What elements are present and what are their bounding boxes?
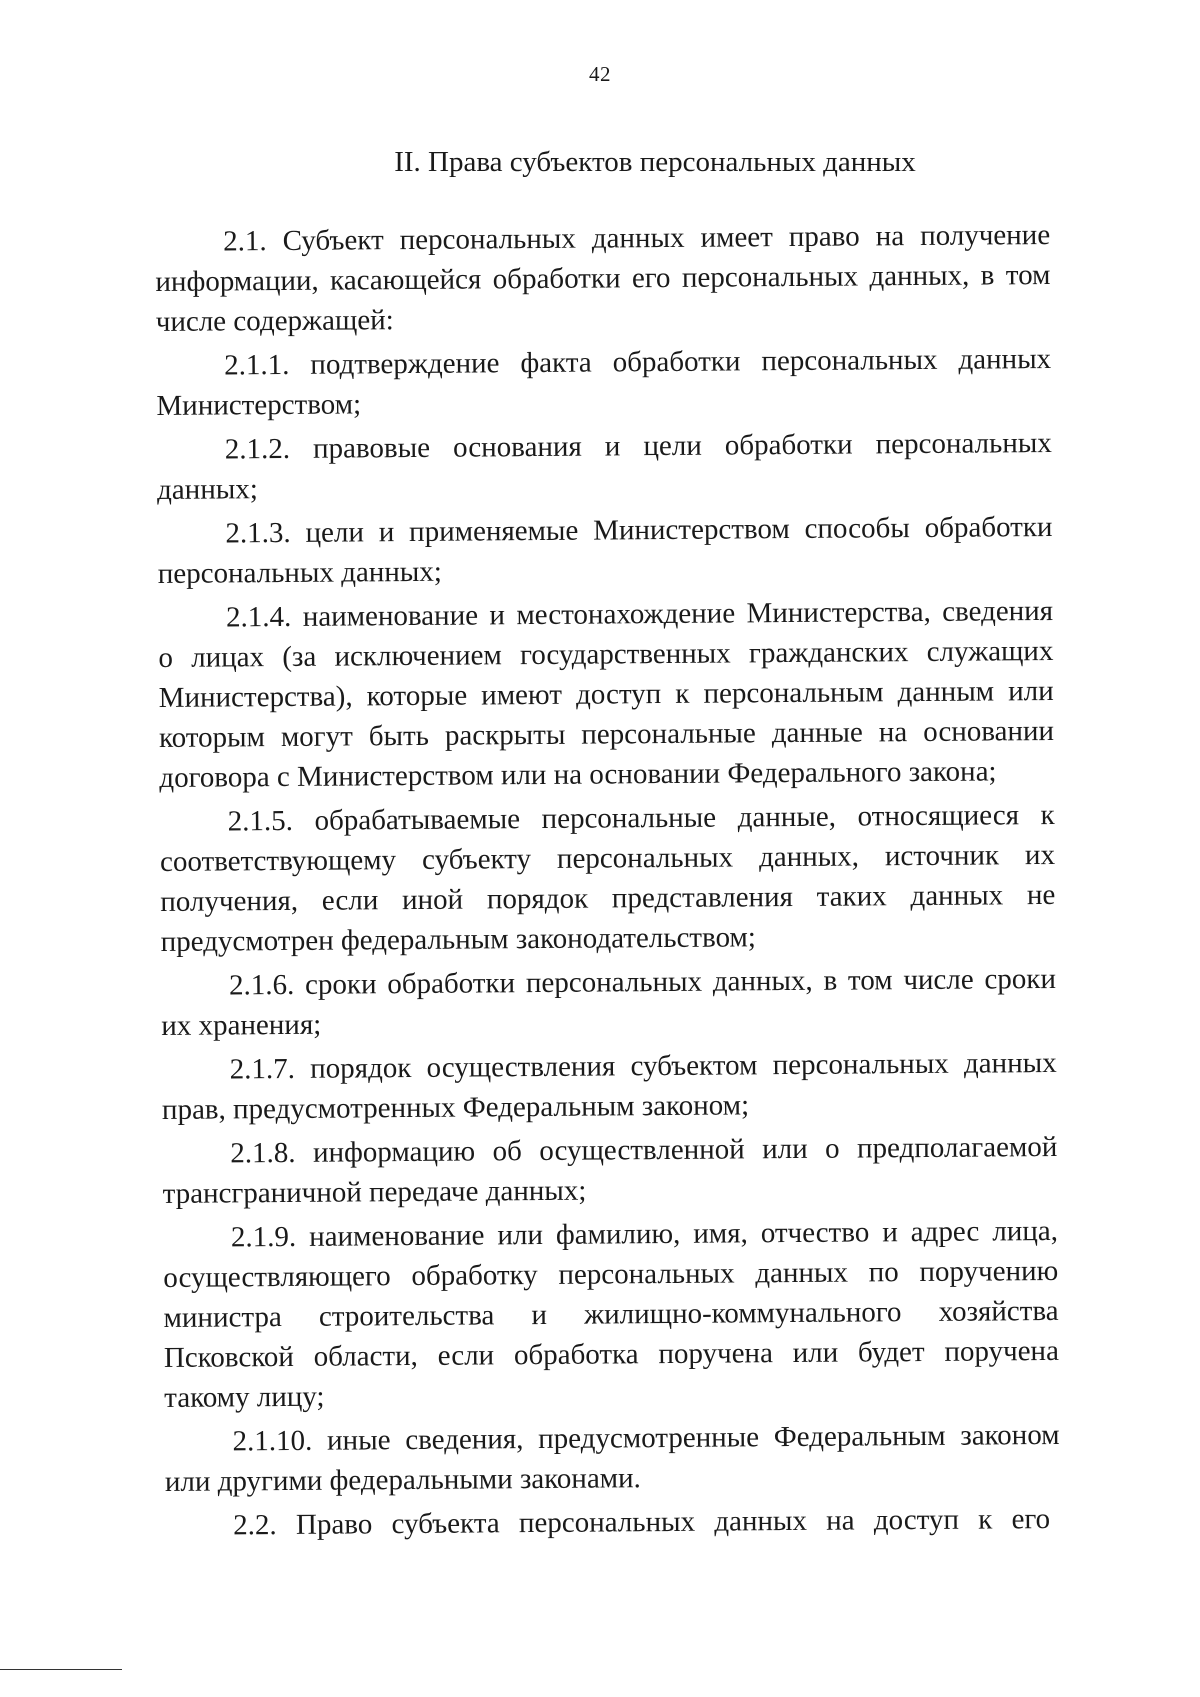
paragraph-2-1-5: 2.1.5. обрабатываемые персональные данные, относящиеся к соответствующему субъекту персональных данных, источник их получения, если иной порядок представления таких данных не предусмотрен федеральным законодательством; [159, 798, 1056, 958]
footnote-rule [0, 1669, 122, 1670]
paragraph-2-1-8: 2.1.8. информацию об осуществленной или о предполагаемой трансграничной передаче данных; [162, 1130, 1058, 1210]
document-body [155, 215, 1060, 1550]
paragraph-2-2: 2.2. Право субъекта персональных данных на доступ к его [233, 1503, 1051, 1542]
section-title: II. Права субъектов персональных данных [394, 146, 916, 178]
paragraph-2-1: 2.1. Субъект персональных данных имеет право на получение информации, касающейся обработки его персональных данных, в том числе содержащей: [155, 218, 1051, 338]
paragraph-2-1-3: 2.1.3. цели и применяемые Министерством способы обработки персональных данных; [157, 510, 1053, 590]
paragraph-2-1-7: 2.1.7. порядок осуществления субъектом персональных данных прав, предусмотренных Федеральным законом; [161, 1046, 1057, 1126]
page-number: 42 [589, 62, 611, 86]
paragraph-2-1-4: 2.1.4. наименование и местонахождение Министерства, сведения о лицах (за исключением государственных гражданских служащих Министерства), которые имеют доступ к персональным данным или которым могут быть раскрыты персональные данные на основании договора с Министерством или на основании Федерального закона; [158, 594, 1055, 794]
paragraph-2-1-6: 2.1.6. сроки обработки персональных данных, в том числе сроки их хранения; [161, 962, 1057, 1042]
paragraph-2-1-1: 2.1.1. подтверждение факта обработки персональных данных Министерством; [156, 342, 1052, 422]
paragraph-2-1-2: 2.1.2. правовые основания и цели обработки персональных данных; [156, 426, 1052, 506]
paragraph-2-1-9: 2.1.9. наименование или фамилию, имя, отчество и адрес лица, осуществляющего обработку персональных данных по поручению министра строительства и жилищно-коммунального хозяйства Псковской области, если обработка поручена или будет поручена такому лицу; [163, 1214, 1060, 1414]
paragraph-2-1-10: 2.1.10. иные сведения, предусмотренные Федеральным законом или другими федеральными законами. [164, 1418, 1060, 1498]
